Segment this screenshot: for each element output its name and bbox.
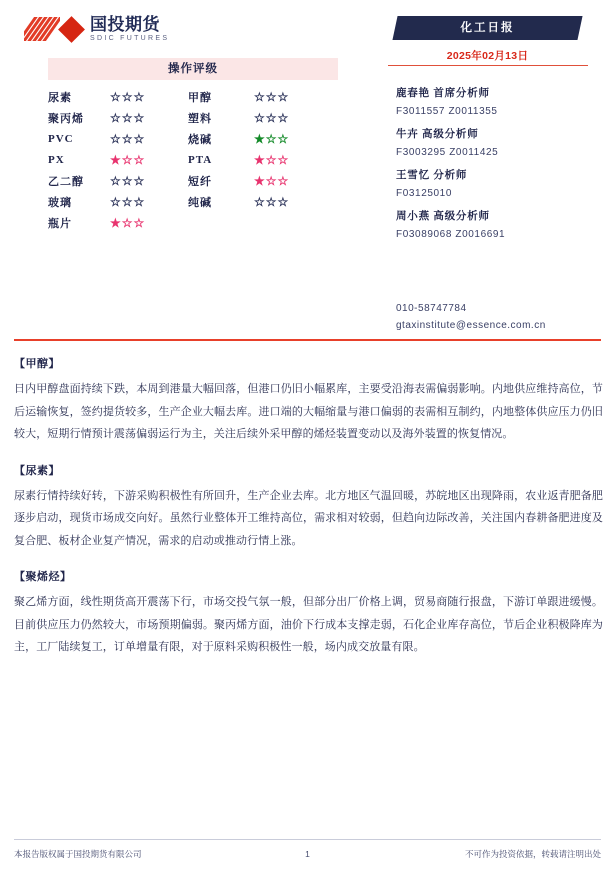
rating-star: ☆ [265, 152, 278, 167]
rating-star: ★ [110, 152, 122, 167]
analyst-name: 鹿春艳 首席分析师 [396, 88, 490, 99]
rating-star: ★ [110, 215, 122, 230]
rating-product-name: 玻璃 [48, 196, 72, 209]
report-header [0, 0, 615, 340]
rating-stars [254, 196, 332, 208]
rating-star: ★ [254, 131, 266, 146]
analyst-code: F03125010 [396, 188, 453, 199]
rating-star: ☆ [110, 194, 122, 209]
rating-star: ☆ [110, 89, 122, 104]
report-body [14, 355, 603, 675]
rating-stars [254, 112, 332, 124]
rating-star: ☆ [133, 173, 146, 188]
rating-row [48, 107, 338, 128]
report-section [14, 355, 603, 446]
rating-stars [110, 196, 188, 208]
rating-product-name: 聚丙烯 [48, 112, 84, 125]
section-body: 聚乙烯方面，线性期货高开震荡下行，市场交投气氛一般，但部分出厂价格上调，贸易商随行报盘，下游订单跟进缓慢。目前供应压力仍然较大，市场预期偏弱。聚丙烯方面，油价下行成本支撑走弱，石化企业库存高位，节后企业积极降库为主，工厂陆续复工，订单增量有限，对于原料采购积极性一般，场内成交放量有限。 [14, 596, 603, 654]
footer-copyright: 本报告版权属于国投期货有限公司 [14, 849, 142, 859]
rating-star: ☆ [121, 131, 134, 146]
report-date: 2025年02月13日 [446, 50, 529, 62]
analyst-name: 牛卉 高级分析师 [396, 129, 479, 140]
rating-star: ☆ [265, 89, 278, 104]
rating-row [48, 128, 338, 149]
rating-stars [110, 133, 188, 145]
rating-row [48, 212, 338, 233]
rating-star: ☆ [277, 110, 290, 125]
section-title: 【聚烯烃】 [14, 571, 72, 584]
rating-star: ☆ [254, 194, 266, 209]
logo-diamond-icon [58, 16, 85, 43]
analyst-code: F03089068 Z0016691 [396, 229, 506, 240]
rating-star: ☆ [133, 215, 146, 230]
banner-underline [388, 65, 588, 66]
contact-email[interactable]: gtaxinstitute@essence.com.cn [396, 320, 546, 331]
contact-info [396, 303, 611, 337]
rating-product-name: 塑料 [188, 112, 212, 125]
rating-star: ☆ [110, 131, 122, 146]
rating-star: ★ [254, 173, 266, 188]
rating-star: ☆ [110, 110, 122, 125]
analyst-code: F3003295 Z0011425 [396, 147, 499, 158]
rating-stars [110, 112, 188, 124]
analyst-name: 周小燕 高级分析师 [396, 211, 490, 222]
header-divider [14, 339, 601, 341]
rating-product-name: PTA [188, 153, 213, 166]
report-footer [14, 848, 601, 860]
rating-product-name: 乙二醇 [48, 175, 84, 188]
rating-star: ☆ [277, 131, 290, 146]
rating-row [48, 191, 338, 212]
rating-star: ☆ [277, 173, 290, 188]
report-section [14, 568, 603, 659]
rating-star: ☆ [133, 131, 146, 146]
rating-card [48, 58, 338, 233]
rating-product-name: PX [48, 153, 65, 166]
rating-row [48, 86, 338, 107]
rating-stars [254, 175, 332, 187]
report-section [14, 462, 603, 553]
rating-star: ☆ [133, 110, 146, 125]
company-logo [24, 16, 169, 42]
rating-product-name: PVC [48, 132, 74, 145]
rating-star: ★ [254, 152, 266, 167]
rating-star: ☆ [133, 194, 146, 209]
rating-star: ☆ [265, 173, 278, 188]
rating-star: ☆ [133, 89, 146, 104]
rating-star: ☆ [265, 194, 278, 209]
footer-divider [14, 839, 601, 840]
rating-star: ☆ [265, 110, 278, 125]
rating-star: ☆ [121, 89, 134, 104]
analyst-name: 王雪忆 分析师 [396, 170, 468, 181]
rating-title: 操作评级 [48, 58, 338, 80]
rating-star: ☆ [254, 89, 266, 104]
section-body: 尿素行情持续好转，下游采购积极性有所回升，生产企业去库。北方地区气温回暖，苏皖地区出现降雨，农业返青肥备肥逐步启动，现货市场成交向好。虽然行业整体开工维持高位，需求相对较弱，但趋向边际改善，关注国内春耕备肥进度及复合肥、板材企业复产情况，需求的启动或推动行情上涨。 [14, 489, 603, 547]
logo-name-en: SDIC FUTURES [90, 35, 170, 42]
rating-stars [110, 154, 188, 166]
rating-product-name: 瓶片 [48, 217, 72, 230]
rating-stars [110, 175, 188, 187]
analyst-code: F3011557 Z0011355 [396, 106, 498, 117]
rating-product-name: 烧碱 [188, 133, 212, 146]
rating-row [48, 149, 338, 170]
rating-star: ☆ [121, 110, 134, 125]
report-type-label: 化工日报 [460, 22, 515, 34]
rating-star: ☆ [121, 215, 134, 230]
logo-stripes-icon [24, 17, 60, 41]
rating-star: ☆ [133, 152, 146, 167]
rating-stars [254, 154, 332, 166]
rating-stars [254, 91, 332, 103]
rating-row [48, 170, 338, 191]
rating-star: ☆ [121, 152, 134, 167]
rating-star: ☆ [277, 89, 290, 104]
rating-product-name: 尿素 [48, 91, 72, 104]
section-title: 【甲醇】 [14, 358, 60, 370]
rating-star: ☆ [277, 194, 290, 209]
logo-name-cn: 国投期货 [90, 15, 160, 34]
rating-stars [254, 133, 332, 145]
footer-disclaimer: 不可作为投资依据，转载请注明出处 [464, 849, 601, 859]
rating-star: ☆ [121, 173, 134, 188]
rating-rows [48, 86, 338, 233]
rating-star: ☆ [265, 131, 278, 146]
footer-page-number: 1 [305, 849, 310, 859]
section-body: 日内甲醇盘面持续下跌，本周到港量大幅回落，但港口仍旧小幅累库，主要受沿海表需偏弱影响。内地供应维持高位，节后运输恢复，签约提货较多，生产企业大幅去库。进口端的大幅缩量与港口偏弱的表需相互制约，内地整体供应压力仍旧较大，短期行情预计震荡偏弱运行为主，关注后续外采甲醇的烯烃装置变动以及海外装置的恢复情况。 [14, 383, 603, 441]
rating-star: ☆ [121, 194, 134, 209]
analyst-list [396, 85, 611, 249]
rating-star: ☆ [110, 173, 122, 188]
contact-phone: 010-58747784 [396, 303, 467, 314]
rating-star: ☆ [254, 110, 266, 125]
rating-stars [110, 217, 188, 229]
rating-stars [110, 91, 188, 103]
rating-product-name: 短纤 [188, 175, 212, 188]
rating-product-name: 甲醇 [188, 91, 212, 104]
rating-star: ☆ [277, 152, 290, 167]
logo-text [90, 16, 169, 42]
rating-product-name: 纯碱 [188, 196, 212, 209]
section-title: 【尿素】 [14, 464, 60, 477]
